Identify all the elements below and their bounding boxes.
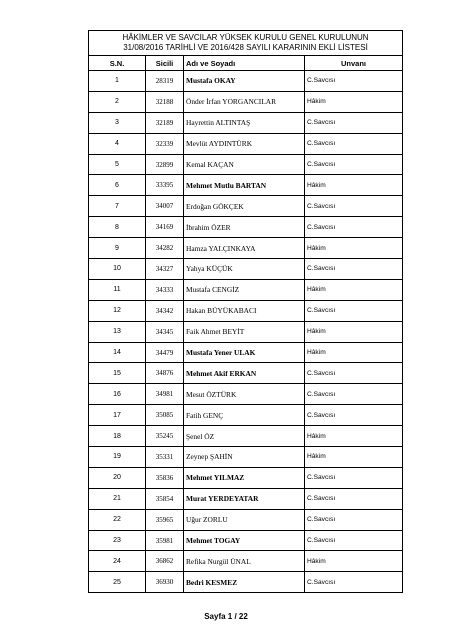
table-row	[89, 196, 403, 217]
table-row	[89, 384, 403, 405]
table-body	[89, 71, 403, 593]
cell-sn: 20	[89, 467, 146, 488]
cell-name: İbrahim ÖZER	[184, 217, 305, 238]
cell-name: Hakan BÜYÜKABACI	[184, 300, 305, 321]
cell-sicil: 34327	[146, 259, 184, 280]
cell-sicil: 36930	[146, 572, 184, 593]
table-row	[89, 467, 403, 488]
cell-unvan: C.Savcısı	[305, 467, 403, 488]
cell-name: Mesut ÖZTÜRK	[184, 384, 305, 405]
cell-unvan: Hâkim	[305, 279, 403, 300]
cell-sicil: 35245	[146, 426, 184, 447]
cell-sn: 22	[89, 509, 146, 530]
cell-sicil: 34479	[146, 342, 184, 363]
cell-sicil: 35331	[146, 447, 184, 468]
cell-sicil: 35085	[146, 405, 184, 426]
cell-sn: 21	[89, 488, 146, 509]
table-row	[89, 259, 403, 280]
table-header-row	[89, 56, 403, 71]
cell-sicil: 34345	[146, 321, 184, 342]
table-row	[89, 154, 403, 175]
cell-unvan: C.Savcısı	[305, 112, 403, 133]
cell-unvan: C.Savcısı	[305, 71, 403, 92]
cell-unvan: Hâkim	[305, 238, 403, 259]
table-row	[89, 363, 403, 384]
cell-sicil: 35854	[146, 488, 184, 509]
cell-unvan: C.Savcısı	[305, 217, 403, 238]
cell-unvan: C.Savcısı	[305, 259, 403, 280]
cell-sn: 6	[89, 175, 146, 196]
cell-name: Mehmet YILMAZ	[184, 467, 305, 488]
cell-name: Mustafa OKAY	[184, 71, 305, 92]
cell-name: Mustafa Yener ULAK	[184, 342, 305, 363]
cell-unvan: C.Savcısı	[305, 572, 403, 593]
table-row	[89, 447, 403, 468]
table-row	[89, 91, 403, 112]
table-row	[89, 133, 403, 154]
cell-sn: 18	[89, 426, 146, 447]
table-row	[89, 530, 403, 551]
cell-sn: 25	[89, 572, 146, 593]
cell-unvan: C.Savcısı	[305, 363, 403, 384]
cell-unvan: Hâkim	[305, 91, 403, 112]
cell-name: Fatih GENÇ	[184, 405, 305, 426]
document-title	[89, 31, 403, 56]
cell-sicil: 34876	[146, 363, 184, 384]
cell-sn: 1	[89, 71, 146, 92]
cell-sn: 10	[89, 259, 146, 280]
table-row	[89, 509, 403, 530]
cell-sn: 15	[89, 363, 146, 384]
table-row	[89, 572, 403, 593]
cell-unvan: C.Savcısı	[305, 405, 403, 426]
cell-sicil: 34282	[146, 238, 184, 259]
cell-sicil: 32339	[146, 133, 184, 154]
table-row	[89, 217, 403, 238]
cell-unvan: C.Savcısı	[305, 384, 403, 405]
cell-sn: 5	[89, 154, 146, 175]
table-row	[89, 426, 403, 447]
table-row	[89, 321, 403, 342]
table-row	[89, 112, 403, 133]
cell-sn: 11	[89, 279, 146, 300]
cell-name: Mehmet Akif ERKAN	[184, 363, 305, 384]
cell-sn: 16	[89, 384, 146, 405]
cell-name: Bedri KESMEZ	[184, 572, 305, 593]
cell-sn: 9	[89, 238, 146, 259]
cell-unvan: C.Savcısı	[305, 154, 403, 175]
cell-sn: 3	[89, 112, 146, 133]
cell-name: Erdoğan GÖKÇEK	[184, 196, 305, 217]
table-row	[89, 342, 403, 363]
page-number: Sayfa 1 / 22	[204, 612, 248, 621]
personnel-table	[88, 30, 403, 593]
cell-unvan: Hâkim	[305, 426, 403, 447]
cell-name: Murat YERDEYATAR	[184, 488, 305, 509]
cell-sicil: 35836	[146, 467, 184, 488]
cell-sicil: 35965	[146, 509, 184, 530]
cell-unvan: C.Savcısı	[305, 196, 403, 217]
cell-unvan: C.Savcısı	[305, 300, 403, 321]
cell-sn: 14	[89, 342, 146, 363]
cell-sn: 7	[89, 196, 146, 217]
cell-sn: 13	[89, 321, 146, 342]
column-header-sn: S.N.	[89, 56, 146, 71]
title-line-2: 31/08/2016 TARİHLİ VE 2016/428 SAYILI KARARININ EKLİ LİSTESİ	[123, 43, 368, 52]
cell-sn: 17	[89, 405, 146, 426]
column-header-unvan: Unvanı	[305, 56, 403, 71]
cell-sn: 2	[89, 91, 146, 112]
column-header-name: Adı ve Soyadı	[184, 56, 305, 71]
cell-sicil: 36862	[146, 551, 184, 572]
cell-sicil: 32188	[146, 91, 184, 112]
cell-sicil: 32899	[146, 154, 184, 175]
cell-unvan: C.Savcısı	[305, 488, 403, 509]
table-row	[89, 551, 403, 572]
table-row	[89, 488, 403, 509]
column-header-sicil: Sicili	[146, 56, 184, 71]
cell-name: Hayrettin ALTINTAŞ	[184, 112, 305, 133]
cell-sn: 8	[89, 217, 146, 238]
cell-sicil: 33395	[146, 175, 184, 196]
cell-unvan: Hâkim	[305, 342, 403, 363]
table-row	[89, 405, 403, 426]
cell-name: Zeynep ŞAHİN	[184, 447, 305, 468]
cell-sn: 19	[89, 447, 146, 468]
cell-sicil: 34169	[146, 217, 184, 238]
cell-unvan: Hâkim	[305, 447, 403, 468]
cell-sicil: 28319	[146, 71, 184, 92]
cell-name: Şenel ÖZ	[184, 426, 305, 447]
title-line-1: HÂKİMLER VE SAVCILAR YÜKSEK KURULU GENEL KURULUNUN	[122, 33, 369, 42]
cell-name: Önder İrfan YORGANCILAR	[184, 91, 305, 112]
table-row	[89, 279, 403, 300]
cell-sn: 24	[89, 551, 146, 572]
cell-name: Yahya KÜÇÜK	[184, 259, 305, 280]
cell-sn: 12	[89, 300, 146, 321]
cell-name: Kemal KAÇAN	[184, 154, 305, 175]
cell-sicil: 34333	[146, 279, 184, 300]
cell-sn: 23	[89, 530, 146, 551]
cell-name: Mevlüt AYDINTÜRK	[184, 133, 305, 154]
cell-sn: 4	[89, 133, 146, 154]
cell-unvan: Hâkim	[305, 321, 403, 342]
cell-unvan: C.Savcısı	[305, 133, 403, 154]
table-row	[89, 71, 403, 92]
cell-name: Faik Ahmet BEYİT	[184, 321, 305, 342]
cell-name: Hamza YALÇINKAYA	[184, 238, 305, 259]
cell-sicil: 35981	[146, 530, 184, 551]
cell-sicil: 34342	[146, 300, 184, 321]
cell-sicil: 34981	[146, 384, 184, 405]
table-row	[89, 238, 403, 259]
cell-sicil: 32189	[146, 112, 184, 133]
cell-name: Uğur ZORLU	[184, 509, 305, 530]
cell-unvan: Hâkim	[305, 551, 403, 572]
cell-name: Mehmet Mutlu BARTAN	[184, 175, 305, 196]
cell-unvan: Hâkim	[305, 175, 403, 196]
table-row	[89, 175, 403, 196]
table-row	[89, 300, 403, 321]
cell-name: Mehmet TOGAY	[184, 530, 305, 551]
cell-unvan: C.Savcısı	[305, 530, 403, 551]
cell-name: Refika Nurgül ÜNAL	[184, 551, 305, 572]
cell-sicil: 34007	[146, 196, 184, 217]
cell-unvan: C.Savcısı	[305, 509, 403, 530]
cell-name: Mustafa CENGİZ	[184, 279, 305, 300]
